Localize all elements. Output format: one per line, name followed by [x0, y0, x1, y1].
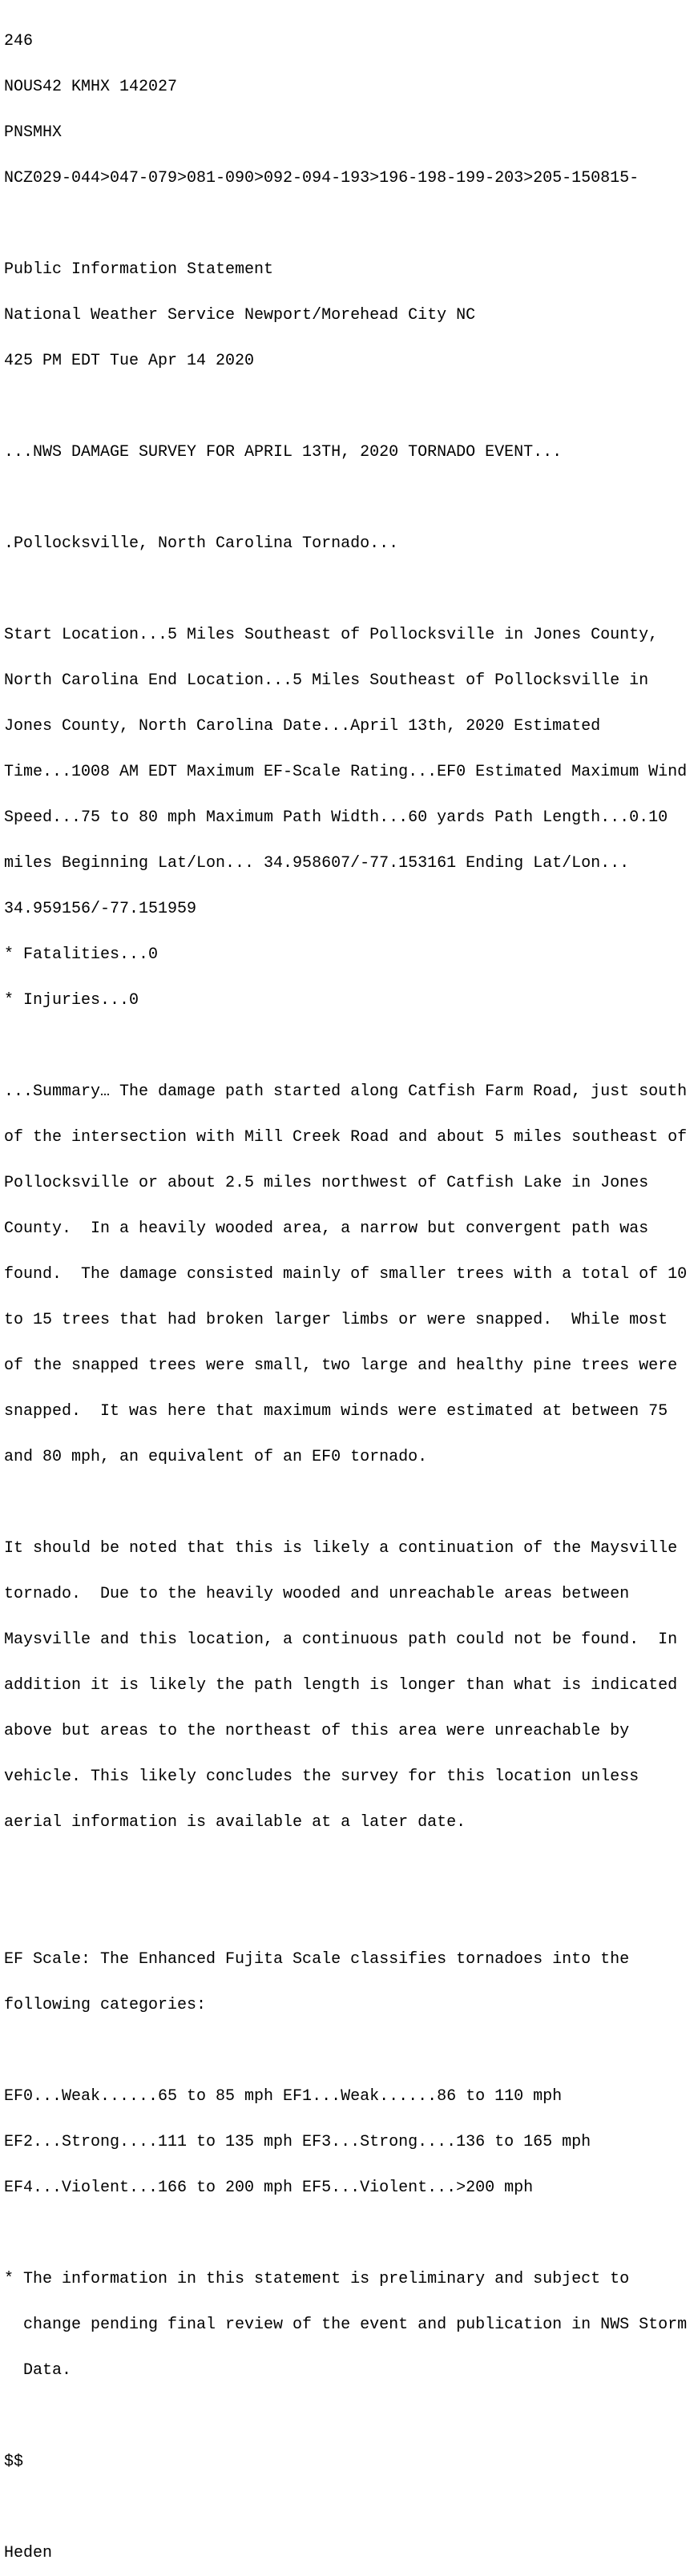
summary-line: to 15 trees that had broken larger limbs or were snapped. While most: [4, 1311, 668, 1329]
statement-title: Public Information Statement: [4, 260, 274, 279]
issuing-office: National Weather Service Newport/Morehead City NC: [4, 306, 476, 325]
blank-line: [4, 490, 690, 506]
ef-scale-row: EF2...Strong....111 to 135 mph EF3...Strong....136 to 165 mph: [4, 2133, 591, 2151]
author-signature: Heden: [4, 2544, 53, 2562]
blank-line: [4, 2409, 690, 2424]
blank-line: [4, 1906, 690, 1921]
blank-line: [4, 2500, 690, 2515]
note-line: aerial information is available at a later date.: [4, 1813, 466, 1832]
note-line: vehicle. This likely concludes the survey for this location unless: [4, 1768, 640, 1786]
note-line: above but areas to the northeast of this area were unreachable by: [4, 1722, 630, 1740]
event-details-line: 34.959156/-77.151959: [4, 900, 197, 918]
blank-line: [4, 1038, 690, 1054]
disclaimer-line: Data.: [4, 2361, 72, 2380]
event-details-line: Time...1008 AM EDT Maximum EF-Scale Rating...EF0 Estimated Maximum Wind: [4, 763, 688, 781]
summary-line: found. The damage consisted mainly of smaller trees with a total of 10: [4, 1265, 688, 1284]
blank-line: [4, 399, 690, 414]
blank-line: [4, 582, 690, 597]
ef-scale-row: EF0...Weak......65 to 85 mph EF1...Weak......86 to 110 mph: [4, 2087, 563, 2106]
ef-scale-row: EF4...Violent...166 to 200 mph EF5...Violent...>200 mph: [4, 2179, 534, 2197]
event-details-line: miles Beginning Lat/Lon... 34.958607/-77.153161 Ending Lat/Lon...: [4, 854, 630, 873]
disclaimer-line: change pending final review of the event and publication in NWS Storm: [4, 2316, 688, 2334]
event-heading: .Pollocksville, North Carolina Tornado...: [4, 534, 399, 553]
disclaimer-line: * The information in this statement is preliminary and subject to: [4, 2270, 630, 2288]
summary-line: Pollocksville or about 2.5 miles northwest of Catfish Lake in Jones: [4, 1174, 649, 1192]
event-details-line: North Carolina End Location...5 Miles Southeast of Pollocksville in: [4, 671, 649, 690]
summary-line: and 80 mph, an equivalent of an EF0 tornado.: [4, 1448, 428, 1466]
header-awips-id: PNSMHX: [4, 123, 63, 142]
note-line: tornado. Due to the heavily wooded and unreachable areas between: [4, 1585, 630, 1603]
ef-scale-intro: EF Scale: The Enhanced Fujita Scale classifies tornadoes into the: [4, 1950, 630, 1969]
blank-line: [4, 1860, 690, 1876]
ef-scale-intro: following categories:: [4, 1996, 207, 2014]
event-details-line: Jones County, North Carolina Date...April 13th, 2020 Estimated: [4, 717, 601, 736]
header-product-id: 246: [4, 32, 34, 50]
headline: ...NWS DAMAGE SURVEY FOR APRIL 13TH, 2020 TORNADO EVENT...: [4, 443, 563, 462]
summary-line: snapped. It was here that maximum winds were estimated at between 75: [4, 1402, 668, 1421]
blank-line: [4, 216, 690, 232]
event-details-line: Start Location...5 Miles Southeast of Pollocksville in Jones County,: [4, 626, 659, 644]
blank-line: [4, 1495, 690, 1510]
summary-line: County. In a heavily wooded area, a narrow but convergent path was: [4, 1219, 649, 1238]
blank-line: [4, 2226, 690, 2241]
header-zone-codes: NCZ029-044>047-079>081-090>092-094-193>196-198-199-203>205-150815-: [4, 169, 640, 187]
event-details-line: Speed...75 to 80 mph Maximum Path Width...60 yards Path Length...0.10: [4, 808, 668, 827]
fatalities-line: * Fatalities...0: [4, 945, 159, 964]
summary-line: of the intersection with Mill Creek Road and about 5 miles southeast of: [4, 1128, 688, 1147]
summary-line: of the snapped trees were small, two large and healthy pine trees were: [4, 1357, 678, 1375]
issue-time: 425 PM EDT Tue Apr 14 2020: [4, 352, 255, 370]
injuries-line: * Injuries...0: [4, 991, 139, 1010]
note-line: addition it is likely the path length is longer than what is indicated: [4, 1676, 678, 1695]
end-of-product-marker: $$: [4, 2453, 24, 2471]
header-wmo-line: NOUS42 KMHX 142027: [4, 78, 178, 96]
summary-line: ...Summary… The damage path started along Catfish Farm Road, just south: [4, 1082, 688, 1101]
note-line: It should be noted that this is likely a continuation of the Maysville: [4, 1539, 678, 1558]
note-line: Maysville and this location, a continuous path could not be found. In: [4, 1631, 678, 1649]
blank-line: [4, 2043, 690, 2058]
